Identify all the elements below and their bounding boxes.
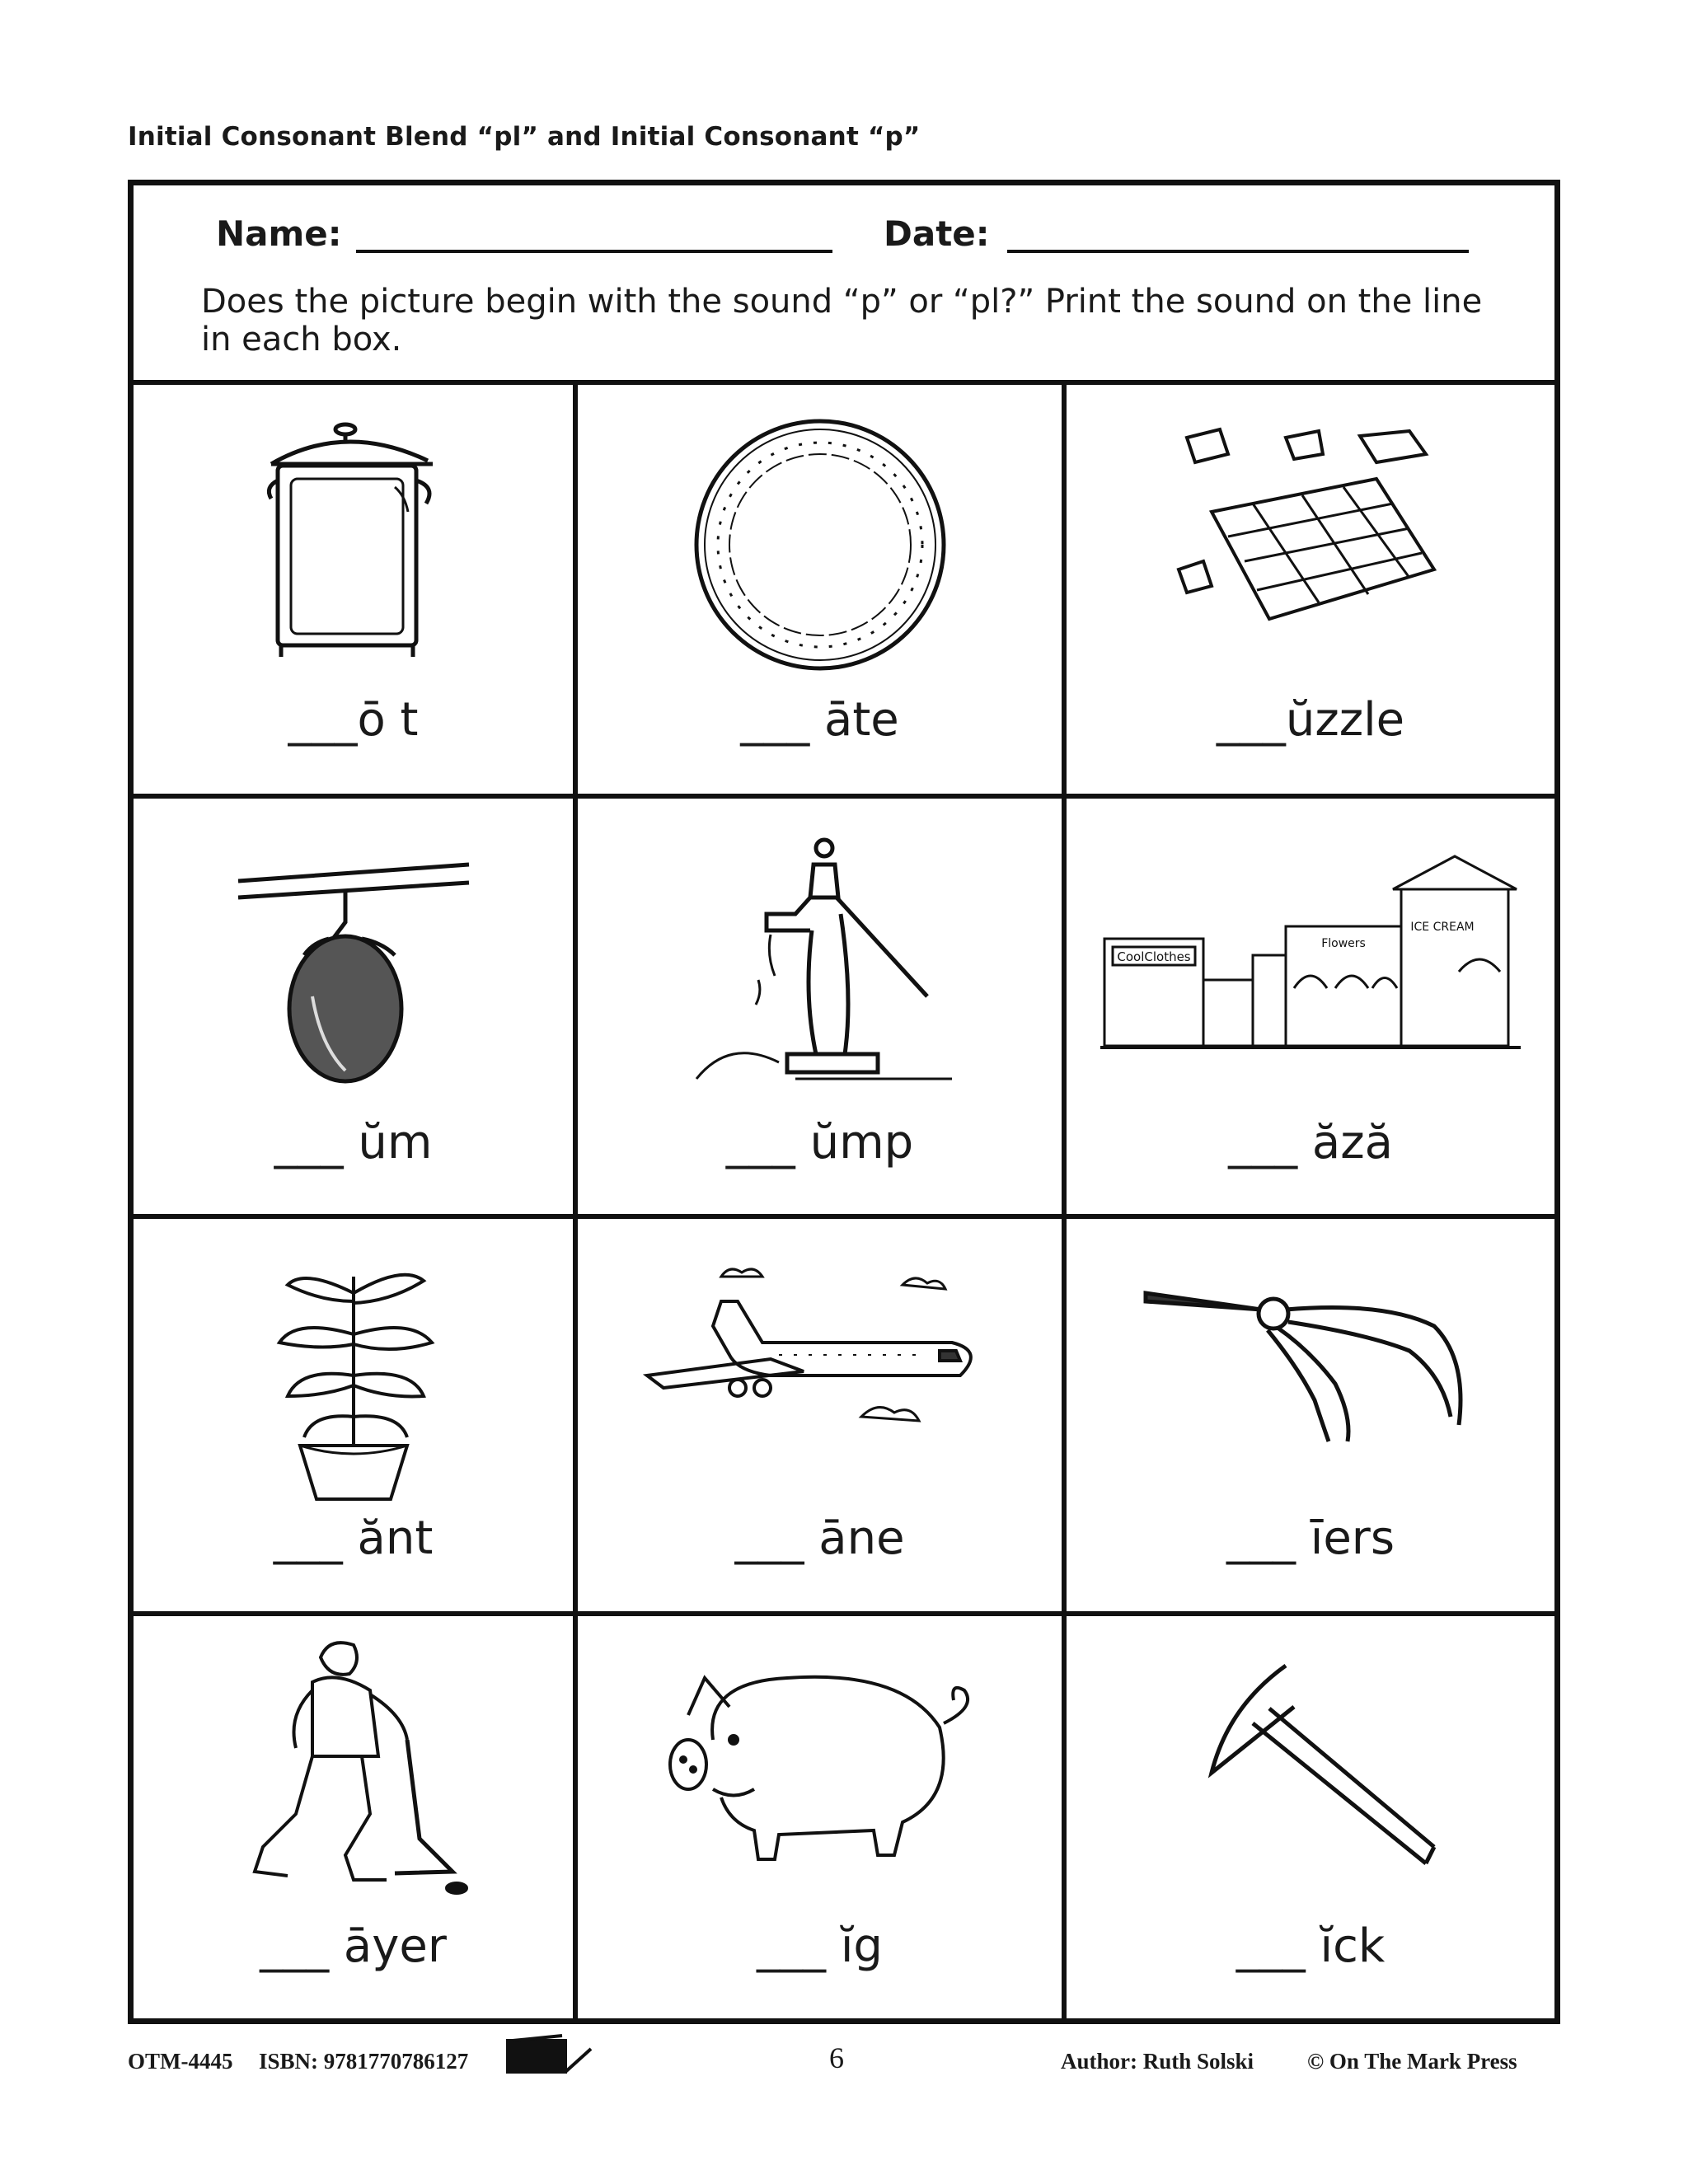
word-puzzle: ___ŭzzle [1216,693,1405,747]
date-label: Date: [884,213,990,254]
name-label: Name: [216,213,342,254]
picture-box-plate [578,380,1062,794]
plaza-sign-2: Flowers [1321,937,1366,950]
puzzle-icon [1162,413,1459,644]
picture-box-plant [134,1219,573,1611]
instructions-text: Does the picture begin with the sound “p” or “pl?” Print the sound on the line in each box. [201,283,1483,359]
pliers-icon [1137,1252,1484,1466]
worksheet-frame [128,180,1560,2024]
word-player: ___ āyer [260,1919,447,1973]
picture-box-plum [134,799,573,1214]
picture-box-pliers [1067,1219,1554,1611]
footer-isbn: ISBN: 9781770786127 [259,2049,469,2074]
word-pliers: ___ īers [1226,1511,1395,1565]
word-plum: ___ ŭm [274,1116,433,1169]
pump-icon [680,832,960,1095]
pot-icon [263,413,444,660]
plum-icon [222,832,485,1095]
picture-box-pick [1067,1616,1554,2018]
player-icon [230,1633,477,1905]
plane-icon [639,1252,1001,1466]
picture-box-puzzle [1067,380,1554,794]
worksheet-header [134,185,1554,385]
word-pot: ___ō t [288,693,419,747]
picture-box-plane [578,1219,1062,1611]
word-pump: ___ ŭmp [725,1116,914,1169]
plaza-sign-3: ICE CREAM [1410,921,1475,934]
word-plane: ___ āne [734,1511,905,1565]
word-plant: ___ ănt [273,1511,434,1565]
plate-icon [688,413,952,677]
picture-box-pot [134,380,573,794]
picture-box-plaza [1067,799,1554,1214]
copier-icon [504,2032,595,2077]
picture-box-player [134,1616,573,2018]
word-pig: ___ ĭg [757,1919,883,1973]
picture-box-pump [578,799,1062,1214]
page-header-title: Initial Consonant Blend “pl” and Initial Consonant “p” [128,122,921,152]
footer-publisher: © On The Mark Press [1307,2049,1517,2074]
word-plaza: ___ ăză [1228,1116,1393,1169]
word-pick: ___ ĭck [1236,1919,1386,1973]
date-field[interactable] [1007,250,1469,253]
plant-icon [255,1252,452,1507]
plaza-icon [1096,832,1525,1079]
pig-icon [655,1649,985,1880]
picture-grid [134,380,1554,2018]
footer-author: Author: Ruth Solski [1061,2049,1254,2074]
word-plate: ___ āte [740,693,899,747]
name-field[interactable] [356,250,832,253]
page-number: 6 [829,2041,844,2074]
picture-box-pig [578,1616,1062,2018]
footer-code: OTM-4445 [128,2049,233,2074]
plaza-sign-1: CoolClothes [1117,949,1191,964]
pick-icon [1179,1649,1442,1896]
